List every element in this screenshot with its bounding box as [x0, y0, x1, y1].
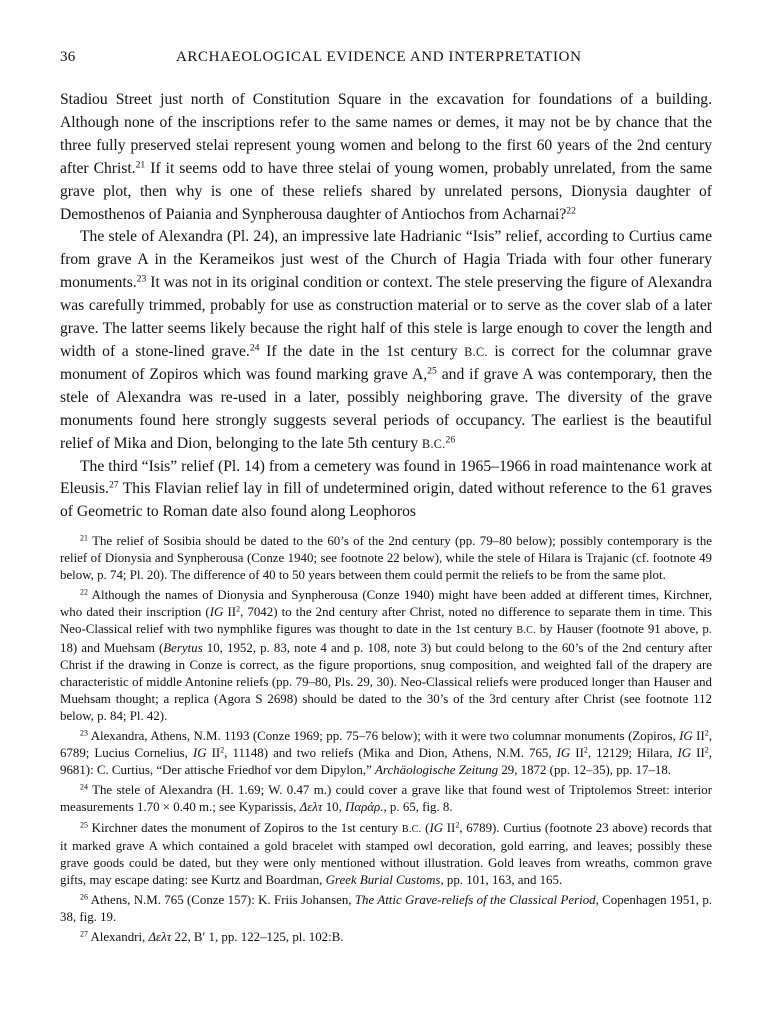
era-abbrev: B.C. [464, 344, 488, 359]
footnote-ref-22: 22 [566, 205, 576, 217]
footnote-ref-27: 27 [108, 480, 119, 492]
footnote-26 [60, 892, 712, 926]
footnote-25 [60, 820, 712, 889]
citation-abbrev: IG [556, 746, 571, 761]
text-run: and if grave A was contemporary, then the stele of Alexandra was re-used in a later, possibly neighboring grave. The diversity of the grave monuments found here strongly suggests several periods of occupancy. The earliest is the beautiful relief of Mika and Dion, belonging to the late 5th century [60, 365, 712, 452]
text-run: If it seems odd to have three stelai of young women, probably unrelated, from the same grave plot, then why is one of these reliefs shared by unrelated persons, Dionysia daughter of Demosthenos of Paiania and Synpherousa daughter of Antiochos from Acharnai? [60, 159, 712, 223]
footnote-23 [60, 728, 712, 779]
edition-superscript: 2 [704, 745, 709, 755]
text-run: Alexandra, Athens, N.M. 1193 (Conze 1969; pp. 75–76 below); with it were two columnar monuments (Zopiros, [87, 729, 680, 744]
text-run: , 7042) to the 2nd century after Christ, noted no difference to separate them in time. This Neo-Classical relief with two nymphlike figures was thought to date in the 1st century [60, 605, 713, 637]
footnote-ref-21: 21 [135, 159, 146, 171]
era-abbrev: B.C. [422, 436, 446, 451]
citation-abbrev: IG [192, 746, 207, 761]
paragraph-3 [60, 456, 712, 525]
journal-title: Archäologische Zeitung [375, 763, 499, 778]
text-run: The stele of Alexandra (H. 1.69; W. 0.47 m.) could cover a grave like that found west of Triptolemos Street: interior measurements 1.70 × 0.40 m.; see Kyparissis, [60, 783, 712, 815]
text-run: 10, 1952, p. 83, note 4 and p. 108, note 3) but could belong to the 60’s of the 2nd century after Christ if the drawing in Conze is correct, as the figure proportions, snug composition, and weighted fall of the drapery are characteristic of middle Antonine reliefs (pp. 79–80, Pls. 29, 30). Neo-Classical reliefs were produced longer than Hauser and Muehsam thought; a replica (Agora S 2698) should be dated to the 30’s of the 3rd century after Christ (see footnote 112 below, p. 84; Pl. 42). [60, 640, 712, 723]
text-run: ( [421, 820, 430, 835]
paragraph-2 [60, 226, 712, 455]
footnote-number: 25 [80, 820, 88, 830]
footnote-number: 27 [80, 929, 88, 939]
text-run: It was not in its original condition or context. The stele preserving the figure of Alexandra was carefully trimmed, probably for use as construction material or to serve as the cover slab of a later grave. The latter seems likely because the right half of this stele is large enough to cover the length and width of a stone-lined grave. [60, 274, 712, 360]
text-run: This Flavian relief lay in fill of undetermined origin, dated without reference to the 61 graves of Geometric to Roman date also found along Leophoros [60, 480, 712, 521]
era-abbrev: B.C. [516, 625, 536, 637]
text-run: 10, [322, 800, 346, 815]
text-run: , 6789; Lucius Cornelius, [60, 729, 712, 761]
journal-title: Berytus [163, 640, 203, 655]
text-run: The stele of Alexandra (Pl. 24), an impressive late Hadrianic “Isis” relief, according to Curtius came from grave A in the Kerameikos just west of the Church of Hagia Triada with four other funerary monuments. [60, 228, 712, 292]
footnote-ref-24: 24 [249, 342, 260, 354]
text-run: If the date in the 1st century [259, 342, 465, 360]
text-run: II [223, 605, 237, 620]
text-run: by Hauser (footnote 91 above, p. 18) and Muehsam ( [60, 622, 712, 655]
footnote-number: 24 [80, 782, 88, 792]
text-run: , 11148) and two reliefs (Mika and Dion, Athens, N.M. 765, [224, 746, 557, 761]
book-title: Greek Burial Customs [325, 872, 441, 887]
text-run: Alexandri, [87, 930, 149, 945]
text-run: Stadiou Street just north of Constitution Square in the excavation for foundations of a building. Although none of the inscriptions refer to the same names or demes, it may not be by chance that the three fully preserved stelai represent young women and belong to the first 60 years of the 2nd century after Christ. [60, 91, 712, 177]
text-run: , 12129; Hilara, [587, 746, 678, 761]
text-run: Athens, N.M. 765 (Conze 157): K. Friis Johansen, [87, 892, 355, 907]
main-text [60, 89, 712, 524]
book-title: The Attic Grave-reliefs of the Classical Period [354, 892, 596, 907]
text-run: Kirchner dates the monument of Zopiros to the 1st century [87, 820, 402, 835]
text-run: II [691, 746, 705, 761]
footnote-number: 21 [80, 533, 88, 543]
footnote-text: The relief of Sosibia should be dated to the 60’s of the 2nd century (pp. 79–80 below); possibly contemporary is the relief of Dionysia and Synpherousa (Conze 1940; see footnote 22 below), while the stele of Hilara is Trajanic (cf. footnote 49 below, p. 74; Pl. 20). The difference of 40 to 50 years between them could permit the reliefs to be from the same plot. [60, 534, 712, 583]
edition-superscript: 2 [236, 604, 241, 614]
citation-abbrev: IG [679, 729, 693, 744]
footnote-21 [60, 533, 712, 584]
running-header [60, 49, 712, 71]
paragraph-1 [60, 89, 712, 226]
era-abbrev: B.C. [401, 823, 422, 835]
text-run: , 9681): C. Curtius, “Der attische Friedhof vor dem Dipylon,” [60, 746, 712, 778]
footnote-22 [60, 587, 712, 725]
text-run: Although the names of Dionysia and Synpherousa (Conze 1940) might have been added at different times, Kirchner, who dated their inscription ( [60, 588, 712, 620]
text-run: 22, B′ 1, pp. 122–125, pl. 102:B. [171, 930, 344, 945]
text-run: , p. 65, fig. 8. [383, 800, 453, 815]
footnote-number: 23 [80, 728, 88, 738]
journal-title: Δελτ [299, 800, 323, 815]
footnote-number: 22 [80, 587, 88, 597]
journal-supplement: Παράρ. [345, 800, 384, 815]
footnote-ref-25: 25 [427, 365, 437, 377]
text-run: II [206, 746, 221, 761]
edition-superscript: 2 [704, 728, 709, 738]
text-run: , 6789). Curtius (footnote 23 above) records that it marked grave A which contained a gold bracelet with stamped owl decoration, gold earring, and leaves; possibly these grave goods could be dated, but they were only mentioned without illustration. Gold leaves from wreaths, common grave gifts, may escape dating: see Kurtz and Boardman, [60, 820, 712, 887]
edition-superscript: 2 [455, 820, 460, 830]
footnote-number: 26 [80, 892, 88, 902]
text-run: is correct for the columnar grave monument of Zopiros which was found marking grave A, [60, 342, 713, 383]
citation-abbrev: IG [209, 605, 224, 620]
text-run: II [443, 820, 456, 835]
text-run: , pp. 101, 163, and 165. [440, 872, 563, 887]
page-number: 36 [60, 49, 76, 65]
text-run: II [570, 746, 584, 761]
text-run: , Copenhagen 1951, p. 38, fig. 19. [60, 892, 712, 924]
edition-superscript: 2 [220, 745, 225, 755]
footnote-ref-23: 23 [136, 273, 147, 285]
footnote-24 [60, 782, 712, 816]
citation-abbrev: IG [429, 820, 444, 835]
running-title: ARCHAEOLOGICAL EVIDENCE AND INTERPRETATION [176, 49, 582, 65]
citation-abbrev: IG [677, 746, 692, 761]
journal-title: Δελτ [148, 930, 172, 945]
text-run: II [692, 729, 705, 744]
footnote-27 [60, 929, 712, 946]
text-run: 29, 1872 (pp. 12–35), pp. 17–18. [498, 763, 672, 778]
footnotes [60, 533, 712, 949]
footnote-ref-26: 26 [445, 434, 456, 446]
text-run: The third “Isis” relief (Pl. 14) from a cemetery was found in 1965–1966 in road maintenance work at Eleusis. [60, 457, 712, 498]
edition-superscript: 2 [583, 745, 588, 755]
